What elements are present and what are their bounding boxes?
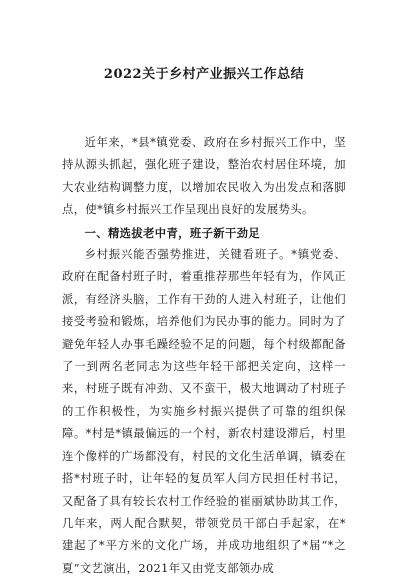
section-heading-1: 一、精选拔老中青，班子新干劲足 — [84, 225, 261, 240]
document-title: 2022关于乡村产业振兴工作总结 — [103, 67, 305, 82]
intro-paragraph: 近年来，*县*镇党委、政府在乡村振兴工作中，坚持从源头抓起，强化班子建设，整治农村居住环境，加大农业结构调整力度，以增加农民收入为出发点和落脚点，使*镇乡村振兴工作呈现出良好的发展势头。 — [62, 136, 346, 217]
section-1-paragraph: 乡村振兴能否强势推进，关键看班子。*镇党委、政府在配备村班子时，着重推荐那些年轻有为，作风正派，有经济头脑，工作有干劲的人进入村班子，让他们接受考验和锻炼，培养他们为民办事的能力。同时为了避免年轻人办事毛躁经验不足的问题，每个村级都配备了一到两名老同志为这些年轻干部把关定向，这样一来，村班子既有冲劲、又不蛮干，极大地调动了村班子的工作积极性，为实施乡村振兴提供了可靠的组织保障。*村是*镇最偏远的一个村，新农村建设滞后，村里连个像样的广场都没有，村民的文化生活单调，镇委在搭*村班子时，让年轻的复员军人闫方民担任村书记，又配备了具有较长农村工作经验的崔丽斌协助其工作，几年来，两人配合默契，带领党员干部白手起家，在*建起了*平方米的文化广场，并成功地组织了*届“*之夏”文艺演出，2021年又由党支部领办成 — [62, 248, 346, 575]
